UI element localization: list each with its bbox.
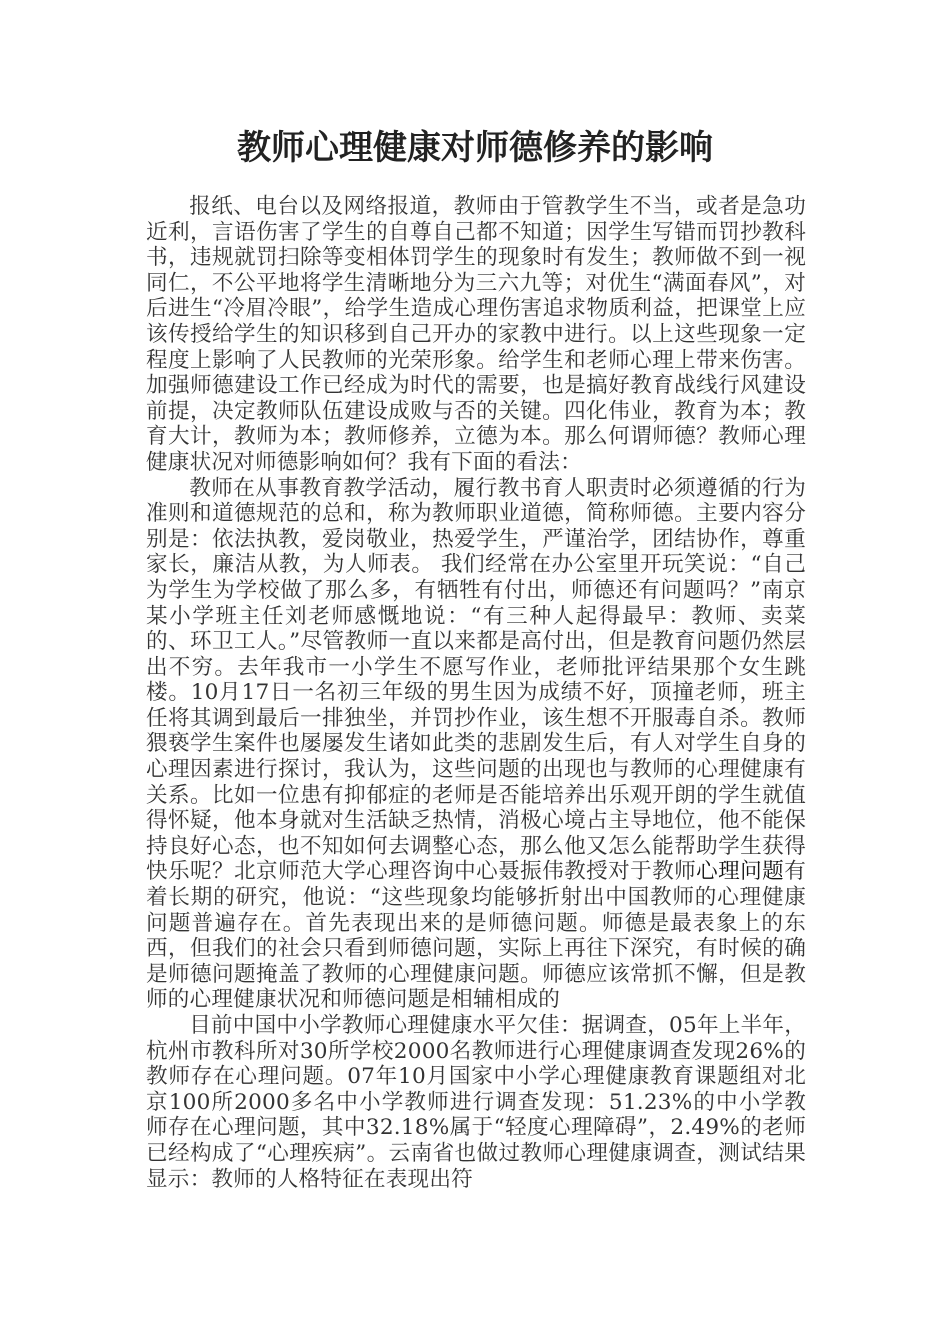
paragraph-1: 报纸、电台以及网络报道，教师由于管教学生不当，或者是急功近利，言语伤害了学生的自尊自己都不知道；因学生写错而罚抄教科书，违规就罚扫除等变相体罚学生的现象时有发生；教师做不到一视同仁，不公平地将学生清晰地分为三六九等；对优生“满面春风”，对后进生“冷眉冷眼”，给学生造成心理伤害追求物质利益，把课堂上应该传授给学生的知识移到自己开办的家教中进行。以上这些现象一定程度上影响了人民教师的光荣形象。给学生和老师心理上带来伤害。加强师德建设工作已经成为时代的需要，也是搞好教育战线行风建设前提，决定教师队伍建设成败与否的关键。四化伟业，教育为本；教育大计，教师为本；教师修养，立德为本。那么何谓师德？教师心理健康状况对师德影响如何？我有下面的看法： bbox=[146, 194, 806, 475]
document-body bbox=[146, 194, 806, 1192]
paragraph-2-text-after: 有着长期的研究，他说：“这些现象均能够折射出中国教师的心理健康问题普遍存在。首先表现出来的是师德问题。师德是最表象上的东西，但我们的社会只看到师德问题，实际上再往下深究，有时候的确是师德问题掩盖了教师的心理健康问题。师德应该常抓不懈，但是教师的心理健康状况和师德问题是相辅相成的 bbox=[146, 859, 806, 1013]
paragraph-2-text-before: 教师在从事教育教学活动，履行教书育人职责时必须遵循的行为准则和道德规范的总和，称为教师职业道德，简称师德。主要内容分别是：依法执教，爱岗敬业，热爱学生，严谨治学，团结协作，尊重家长，廉洁从教，为人师表。 我们经常在办公室里开玩笑说：“自己为学生为学校做了那么多，有牺牲有付出，师德还有问题吗？”南京某小学班主任刘老师感慨地说：“有三种人起得最早：教师、卖菜的、环卫工人。”尽管教师一直以来都是高付出，但是教育问题仍然层出不穷。去年我市一小学生不愿写作业，老师批评结果那个女生跳楼。10月17日一名初三年级的男生因为成绩不好，顶撞老师，班主任将其调到最后一排独坐，并罚抄作业，该生想不开服毒自杀。教师猥亵学生案件也屡屡发生诸如此类的悲剧发生后，有人对学生自身的心理因素进行探讨，我认为，这些问题的出现也与教师的心理健康有关系。比如一位患有抑郁症的老师是否能培养出乐观开朗的学生就值得怀疑，他本身就对生活缺乏热情，消极心境占主导地位，他不能保持良好心态，也不知如何去调整心态，那么他又怎么能帮助学生获得快乐呢？北京师范大学心理咨询中心聂振伟教授对于教师 bbox=[146, 475, 806, 885]
paragraph-2 bbox=[146, 476, 806, 1013]
document-title: 教师心理健康对师德修养的影响 bbox=[237, 128, 713, 168]
psychology-problem-link[interactable]: 心理问题 bbox=[696, 859, 785, 885]
paragraph-3: 目前中国中小学教师心理健康水平欠佳：据调查，05年上半年，杭州市教科所对30所学校2000名教师进行心理健康调查发现26%的教师存在心理问题。07年10月国家中小学心理健康教育课题组对北京100所2000多名中小学教师进行调查发现：51.23%的中小学教师存在心理问题，其中32.18%属于“轻度心理障碍”，2.49%的老师已经构成了“心理疾病”。云南省也做过教师心理健康调查，测试结果显示：教师的人格特征在表现出符 bbox=[146, 1013, 806, 1192]
